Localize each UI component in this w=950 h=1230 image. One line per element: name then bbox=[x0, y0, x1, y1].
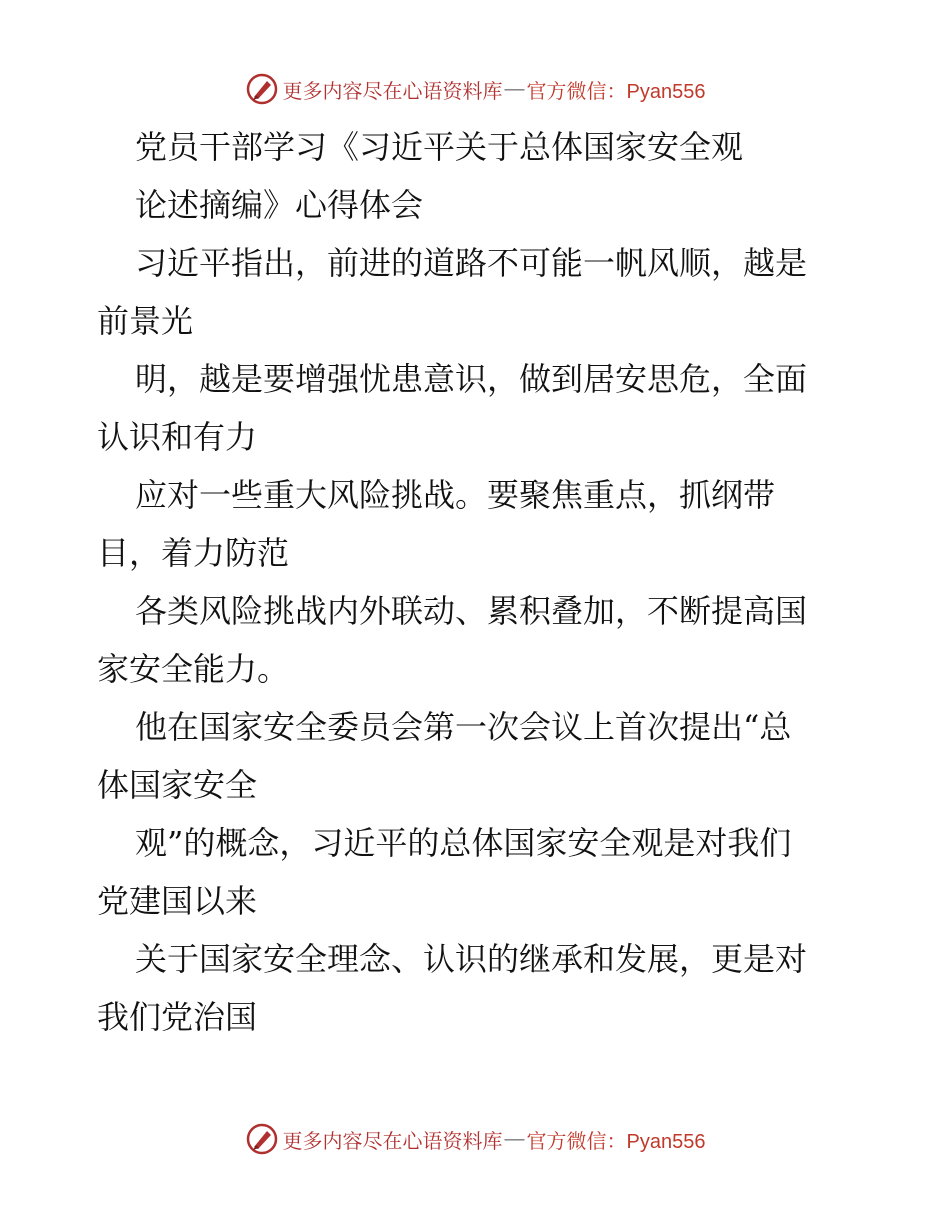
text-line: 体国家安全 bbox=[97, 766, 258, 804]
watermark-contact: 官方微信：Pyan556 bbox=[526, 80, 706, 103]
text-line: 目，着力防范 bbox=[97, 534, 290, 572]
watermark-contact: 官方微信：Pyan556 bbox=[526, 1130, 706, 1153]
text-line: 党建国以来 bbox=[97, 882, 258, 920]
text-line: 应对一些重大风险挑战。要聚焦重点，抓纲带 bbox=[135, 476, 776, 514]
text-line: 认识和有力 bbox=[97, 418, 258, 456]
watermark-header bbox=[0, 72, 950, 106]
watermark-separator: — bbox=[504, 77, 525, 100]
document-body bbox=[97, 118, 857, 1046]
text-line: 他在国家安全委员会第一次会议上首次提出“总 bbox=[135, 708, 792, 746]
text-line: 前景光 bbox=[97, 302, 194, 340]
watermark-text: 更多内容尽在心语资料库 bbox=[282, 80, 503, 103]
pen-logo-icon bbox=[245, 1122, 279, 1156]
watermark-separator: — bbox=[504, 1127, 525, 1150]
text-line: 家安全能力。 bbox=[97, 650, 290, 688]
text-line: 党员干部学习《习近平关于总体国家安全观 bbox=[135, 128, 744, 166]
pen-logo-icon bbox=[245, 72, 279, 106]
text-line: 各类风险挑战内外联动、累积叠加，不断提高国 bbox=[135, 592, 808, 630]
text-line: 明，越是要增强忧患意识，做到居安思危，全面 bbox=[135, 360, 808, 398]
watermark-text: 更多内容尽在心语资料库 bbox=[282, 1130, 503, 1153]
text-line: 观”的概念，习近平的总体国家安全观是对我们 bbox=[135, 824, 792, 862]
text-line: 关于国家安全理念、认识的继承和发展，更是对 bbox=[135, 940, 808, 978]
text-line: 我们党治国 bbox=[97, 998, 258, 1036]
text-line: 论述摘编》心得体会 bbox=[135, 186, 424, 224]
watermark-footer bbox=[0, 1122, 950, 1156]
text-line: 习近平指出，前进的道路不可能一帆风顺，越是 bbox=[135, 244, 808, 282]
